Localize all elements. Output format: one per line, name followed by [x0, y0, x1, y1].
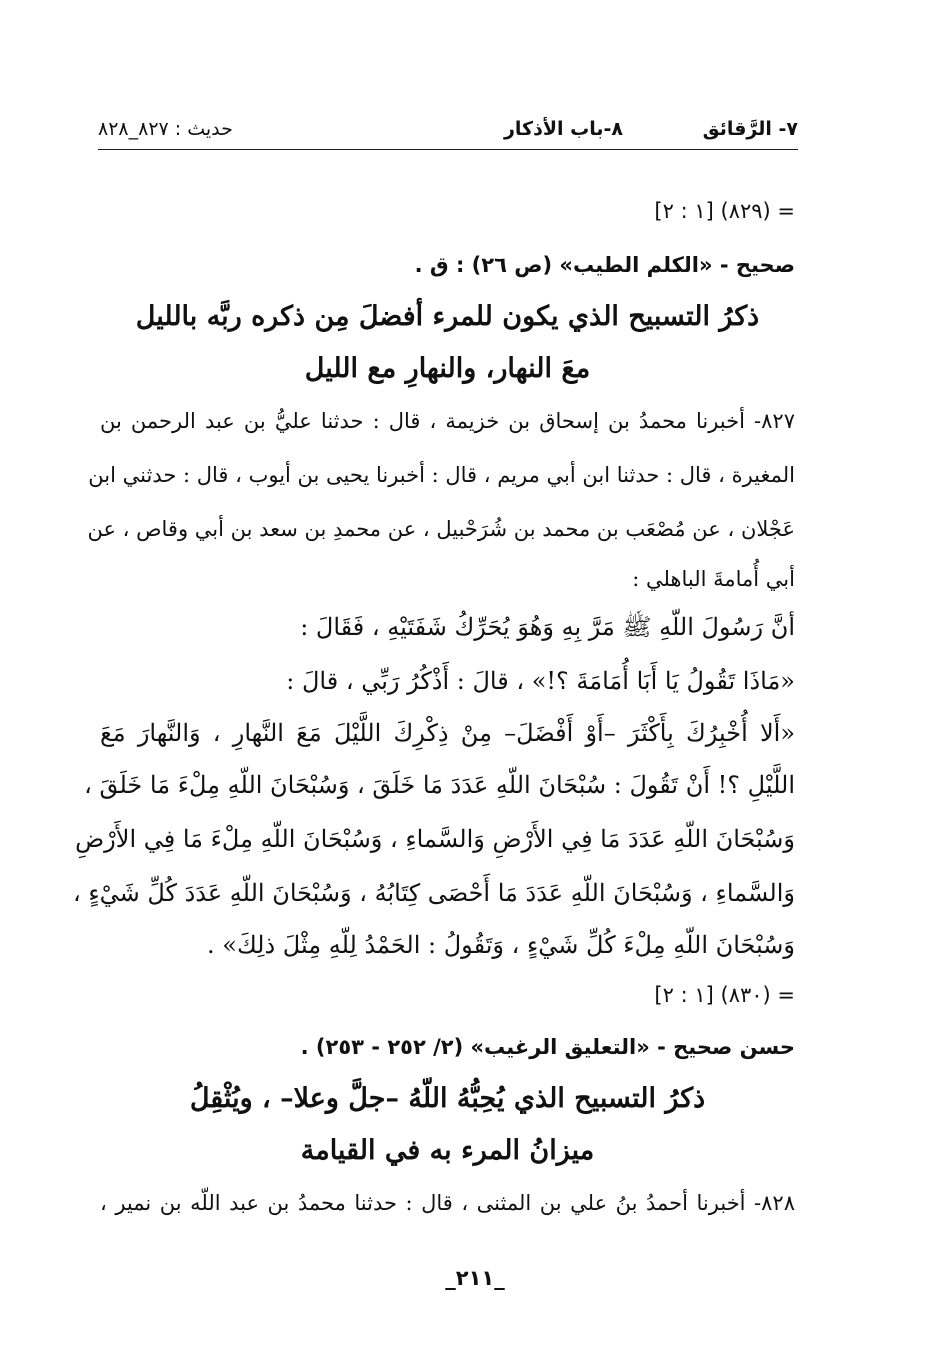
matn-827-line-4: اللَّيْلِ ؟! أَنْ تَقُولَ : سُبْحَانَ اللّهِ عَدَدَ مَا خَلَقَ ، وَسُبْحَانَ اللّهِ مِلْءَ مَا خَلَقَ ، — [84, 771, 795, 799]
hadith-range: حديث : ٨٢٧_٨٢٨ — [98, 118, 233, 140]
matn-827-line-7: وَسُبْحَانَ اللّهِ مِلْءَ كُلِّ شَيْءٍ ، وَتَقُولُ : الحَمْدُ لِلّهِ مِثْلَ ذلِكَ» . — [207, 931, 795, 959]
chapter-title: ٧- الرَّقائق — [702, 118, 798, 140]
chapter-heading-1-line-1: ذكرُ التسبيح الذي يكون للمرء أفضلَ مِن ذكره ربَّه بالليل — [135, 301, 760, 332]
isnad-827-line-1: ٨٢٧- أخبرنا محمدُ بن إسحاق بن خزيمة ، قال : حدثنا عليُّ بن عبد الرحمن بن — [100, 409, 795, 433]
isnad-827-line-3: عَجْلان ، عن مُصْعَب بن محمد بن شُرَحْبيل ، عن محمدِ بن سعد بن أبي وقاص ، عن — [87, 517, 795, 541]
grading-note-2: حسن صحيح - «التعليق الرغيب» (٢/ ٢٥٢ - ٢٥٣) . — [300, 1035, 795, 1059]
section-title: ٨-باب الأذكار — [503, 118, 623, 140]
matn-827-line-6: وَالسَّماءِ ، وَسُبْحَانَ اللّهِ عَدَدَ مَا أَحْصَى كِتَابُهُ ، وَسُبْحَانَ اللّهِ عَدَدَ كُلِّ شَيْءٍ ، — [72, 879, 795, 907]
chapter-heading-1-line-2: معَ النهار، والنهارِ مع الليل — [304, 353, 591, 384]
chapter-heading-2-line-1: ذكرُ التسبيح الذي يُحِبُّهُ اللّهُ –جلَّ وعلا– ، ويُثْقِلُ — [189, 1083, 706, 1114]
running-header — [98, 112, 798, 148]
matn-827-line-2: «مَاذَا تَقُولُ يَا أَبَا أُمَامَةَ ؟!» ، قالَ : أَذْكُرُ رَبِّي ، قالَ : — [286, 667, 795, 695]
page-number: _٢١١_ — [445, 1266, 505, 1290]
matn-827-line-3: «أَلا أُخْبِرُكَ بِأَكْثَرَ –أَوْ أَفْضَلَ– مِنْ ذِكْرِكَ اللَّيْلَ مَعَ النَّهارِ ، وَالنَّهارَ مَعَ — [100, 719, 795, 747]
cross-reference-829: = (٨٢٩) [١ : ٢] — [654, 199, 795, 223]
grading-note-1: صحيح - «الكلم الطيب» (ص ٢٦) : ق . — [414, 253, 795, 277]
cross-reference-830: = (٨٣٠) [١ : ٢] — [654, 983, 795, 1007]
chapter-heading-2-line-2: ميزانُ المرء به في القيامة — [300, 1135, 595, 1166]
isnad-827-line-4: أبي أُمامةَ الباهلي : — [632, 567, 795, 591]
matn-827-line-5: وَسُبْحَانَ اللّهِ عَدَدَ مَا فِي الأَرْضِ وَالسَّماءِ ، وَسُبْحَانَ اللّهِ مِلْءَ مَا فِي الأَرْضِ — [75, 825, 795, 853]
isnad-827-line-2: المغيرة ، قال : حدثنا ابن أبي مريم ، قال : أخبرنا يحيى بن أيوب ، قال : حدثني ابن — [88, 463, 795, 487]
header-rule — [98, 149, 798, 150]
matn-827-line-1: أنَّ رَسُولَ اللّهِ ﷺ مَرَّ بِهِ وَهُوَ يُحَرِّكُ شَفَتَيْهِ ، فَقَالَ : — [300, 613, 795, 641]
isnad-828-line-1: ٨٢٨- أخبرنا أحمدُ بنُ علي بن المثنى ، قال : حدثنا محمدُ بن عبد اللّه بن نمير ، — [100, 1191, 795, 1215]
